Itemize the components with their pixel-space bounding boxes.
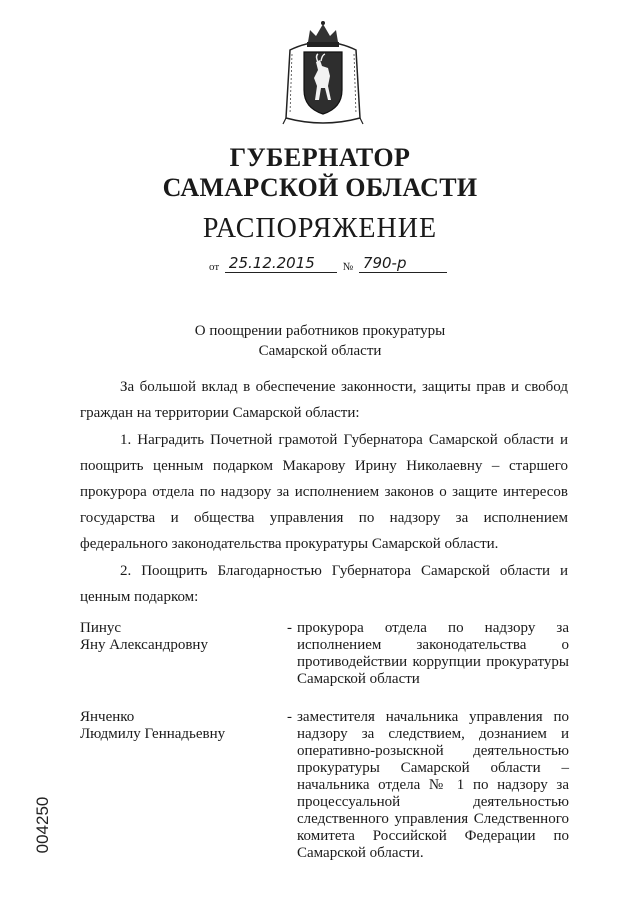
serial-number	[32, 781, 54, 871]
awardee-given-names: Людмилу Геннадьевну	[80, 726, 226, 742]
subject-line: О поощрении работников прокуратуры	[194, 323, 446, 339]
item-1-paragraph: 1. Наградить Почетной грамотой Губернатора Самарской области и поощрить ценным подарком Макарову Ирину Николаевну – старшего прокурора отдела по надзору за исполнением законов о защите интересов государства и общества управления по надзору за исполнением федерального законодательства прокуратуры Самарской области.	[80, 432, 568, 552]
document-subject	[0, 321, 640, 361]
item-2-paragraph: 2. Поощрить Благодарностью Губернатора Самарской области и ценным подарком:	[80, 563, 568, 605]
date-prefix: от	[209, 261, 220, 273]
document-number: 790-р	[359, 254, 447, 273]
subject-line: Самарской области	[258, 343, 382, 359]
awardee-given-names: Яну Александровну	[80, 637, 208, 653]
awardee-surname: Янченко	[80, 709, 135, 725]
coat-of-arms-icon	[282, 20, 364, 128]
document-date: 25.12.2015	[225, 254, 337, 273]
document-type: РАСПОРЯЖЕНИЕ	[202, 213, 438, 244]
awardee-surname: Пинус	[80, 620, 122, 636]
registration-line	[206, 254, 447, 273]
awardee-dash: -	[287, 709, 292, 725]
awardee-name	[80, 620, 270, 654]
awardee-name	[80, 709, 270, 743]
authority-title-line1: ГУБЕРНАТОР	[229, 143, 411, 172]
serial-number-text: 004250	[33, 796, 52, 854]
authority-title-line2: САМАРСКОЙ ОБЛАСТИ	[162, 173, 478, 202]
awardee-dash: -	[287, 620, 292, 636]
number-prefix: №	[342, 261, 354, 273]
awardee-role: заместителя начальника управления по надзору за следствием, дознанием и оперативно-розыскной деятельностью прокуратуры Самарской области – начальника отдела № 1 по надзору за процессуальной деятельностью следственного управления Следственного комитета Российской Федерации по Самарской области.	[297, 709, 569, 861]
awardee-role: прокурора отдела по надзору за исполнением законодательства о противодействии коррупции прокуратуры Самарской области	[297, 620, 569, 687]
intro-paragraph: За большой вклад в обеспечение законности, защиты прав и свобод граждан на территории Самарской области:	[80, 379, 568, 421]
